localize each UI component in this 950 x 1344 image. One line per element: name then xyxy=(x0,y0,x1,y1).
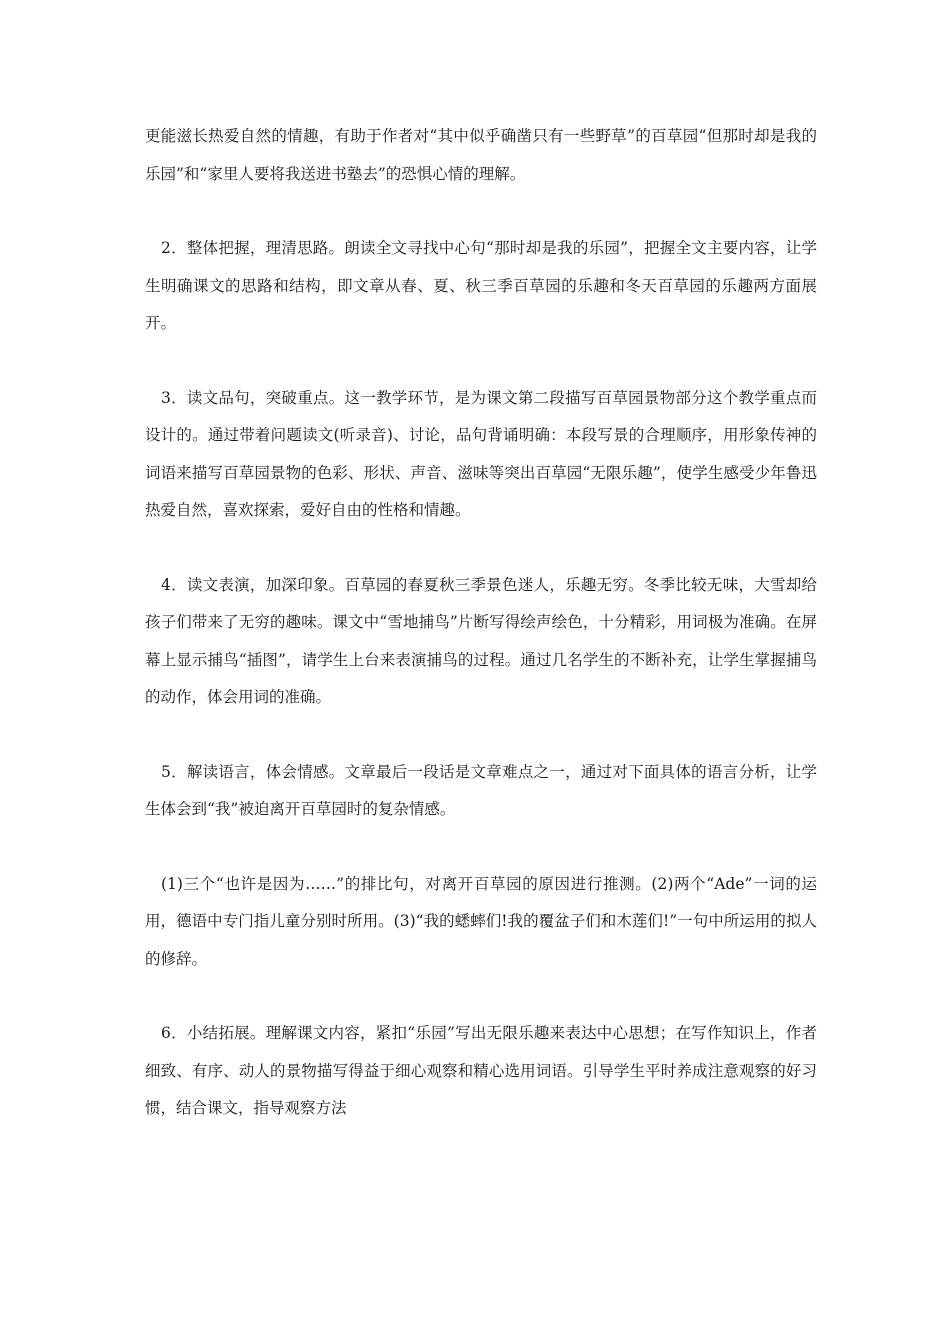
paragraph-step-2: 2．整体把握，理清思路。朗读全文寻找中心句“那时却是我的乐园”，把握全文主要内容，让学生明确课文的思路和结构，即文章从春、夏、秋三季百草园的乐趣和冬天百草园的乐趣两方面展开。 xyxy=(145,239,817,332)
paragraph-step-6: 6．小结拓展。理解课文内容，紧扣“乐园”写出无限乐趣来表达中心思想；在写作知识上，作者细致、有序、动人的景物描写得益于细心观察和精心选用词语。引导学生平时养成注意观察的好习惯，结合课文，指导观察方法 xyxy=(145,1024,817,1117)
paragraph-step-3: 3．读文品句，突破重点。这一教学环节，是为课文第二段描写百草园景物部分这个教学重点而设计的。通过带着问题读文(听录音)、讨论，品句背诵明确：本段写景的合理顺序，用形象传神的词语来描写百草园景物的色彩、形状、声音、滋味等突出百草园“无限乐趣”，使学生感受少年鲁迅热爱自然，喜欢探索，爱好自由的性格和情趣。 xyxy=(145,388,817,519)
paragraph-continuation: 更能滋长热爱自然的情趣，有助于作者对“其中似乎确凿只有一些野草”的百草园“但那时却是我的乐园”和“家里人要将我送进书塾去”的恐惧心情的理解。 xyxy=(145,127,817,183)
document-body xyxy=(145,118,817,1165)
paragraph-language-points: (1)三个“也许是因为……”的排比句，对离开百草园的原因进行推测。(2)两个“Ade”一词的运用，德语中专门指儿童分别时所用。(3)“我的蟋蟀们!我的覆盆子们和木莲们!”一句中所运用的拟人的修辞。 xyxy=(145,874,817,968)
paragraph-step-4: 4．读文表演，加深印象。百草园的春夏秋三季景色迷人，乐趣无穷。冬季比较无味，大雪却给孩子们带来了无穷的趣味。课文中“雪地捕鸟”片断写得绘声绘色，十分精彩，用词极为准确。在屏幕上显示捕鸟“插图”，请学生上台来表演捕鸟的过程。通过几名学生的不断补充，让学生掌握捕鸟的动作，体会用词的准确。 xyxy=(145,575,817,706)
paragraph-step-5: 5．解读语言，体会情感。文章最后一段话是文章难点之一，通过对下面具体的语言分析，让学生体会到“我”被迫离开百草园时的复杂情感。 xyxy=(145,762,817,818)
